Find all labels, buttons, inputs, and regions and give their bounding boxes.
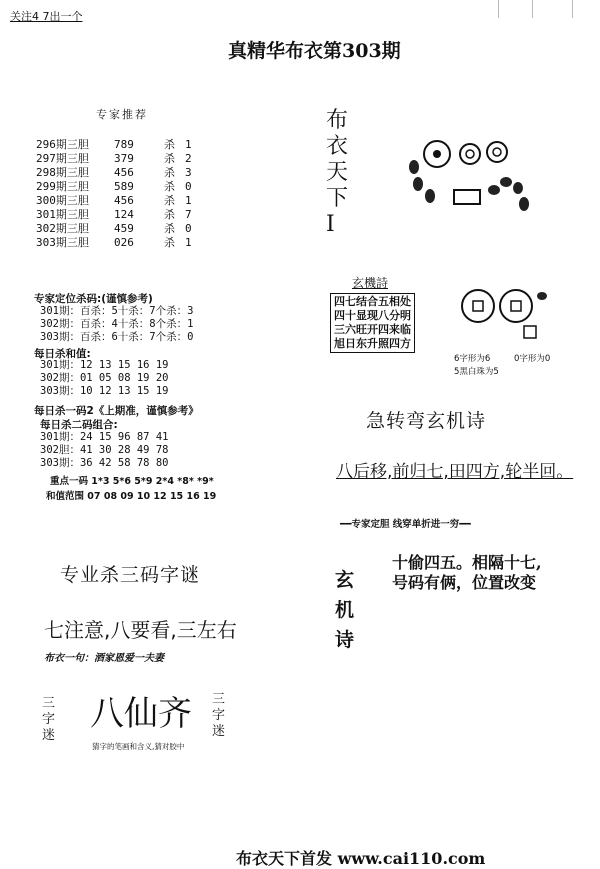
poem2: [392, 553, 542, 593]
focus-row: 重点一码 1*3 5*6 5*9 2*4 *8* *9*: [50, 476, 214, 487]
list-item: 303期：百杀：6十杀：7个杀：0: [40, 331, 194, 343]
table-row: 300期三胆 456 杀 1: [36, 194, 192, 207]
expert-heading: 专家推荐: [96, 108, 148, 121]
list-item: 302胆：41 30 28 49 78: [40, 444, 169, 456]
list-item: 三六旺开四来临: [334, 323, 411, 336]
turn-poem-title: 急转弯玄机诗: [366, 410, 487, 432]
top-divider-2: [532, 0, 533, 18]
footer-site: 布衣天下首发 www.cai110.com: [236, 849, 486, 868]
three-riddle-left: 三字迷: [42, 696, 56, 743]
top-divider-1: [498, 0, 499, 18]
daily-list: [40, 359, 168, 398]
shape-note-3: 5黑白珠为5: [454, 367, 499, 377]
vertical-xuanji: 玄机诗: [335, 569, 355, 651]
table-row: 298期三胆 456 杀 3: [36, 166, 192, 179]
small-note: 猜字的笔画和含义,猜对胶中: [92, 742, 185, 751]
list-item: 301期：12 13 15 16 19: [40, 359, 169, 371]
two-code-list: [40, 431, 168, 470]
table-row: 299期三胆 589 杀 0: [36, 180, 192, 193]
expert-table: [36, 138, 192, 250]
poem2-line-2: 号码有俩，位置改变: [392, 573, 537, 592]
buyi-line: 布衣一句：酒家恩爱一夫妻: [44, 653, 164, 664]
position-heading: 专家定位杀码:(谨慎参考): [34, 293, 153, 305]
table-row: 297期三胆 379 杀 2: [36, 152, 192, 165]
bagua-riddle: 八仙齐: [90, 694, 192, 734]
poem2-line-1: 十偷四五。相隔十七,: [392, 553, 542, 572]
two-code-heading: 每日杀二码组合:: [40, 419, 118, 431]
table-row: 302期三胆 459 杀 0: [36, 222, 192, 235]
riddle-main: 七注意,八要看,三左右: [44, 618, 237, 642]
one-code-heading: 每日杀一码2《上期准，谨慎参考》: [34, 405, 199, 417]
list-item: 302期：01 05 08 19 20: [40, 372, 169, 384]
shape-note-2: 0字形为0: [514, 354, 551, 364]
list-item: 303期：36 42 58 78 80: [40, 457, 169, 469]
expert-banner-wrap: ━━专家定胆 线穿单折进一穷━━: [340, 519, 471, 530]
list-item: 四七结合五相处: [334, 295, 411, 308]
list-item: 301期：百杀：5十杀：7个杀：3: [40, 305, 194, 317]
coin-pair-icon: [450, 278, 555, 353]
table-row: 303期三胆 026 杀 1: [36, 236, 192, 249]
vertical-title: 布衣天下Ⅰ: [326, 108, 349, 237]
list-item: 301期：24 15 96 87 41: [40, 431, 169, 443]
xuanji-heading: 玄機詩: [352, 276, 389, 290]
list-item: 旭日东升照四方: [334, 337, 411, 350]
sum-row: 和值范围 07 08 09 10 12 15 16 19: [46, 491, 217, 502]
three-riddle-right: 三字迷: [212, 692, 226, 739]
page-title: 真精华布衣第303期: [228, 40, 401, 62]
daily-heading: 每日杀和值:: [34, 348, 91, 360]
table-row: 301期三胆 124 杀 7: [36, 208, 192, 221]
coin-chain-icon: [402, 132, 552, 232]
list-item: 四十显现八分明: [334, 309, 411, 322]
list-item: 302期：百杀：4十杀：8个杀：1: [40, 318, 194, 330]
kill-three-title: 专业杀三码字谜: [60, 564, 201, 586]
turn-poem-line: 八后移,前归七,田四方,轮半回。: [336, 462, 574, 482]
expert-banner: 专家定胆 线穿单折进一穷: [351, 519, 460, 530]
top-divider-3: [572, 0, 573, 18]
xuanji-poem: [330, 293, 415, 353]
list-item: 303期：10 12 13 15 19: [40, 385, 169, 397]
shape-note-1: 6字形为6: [454, 354, 491, 364]
position-list: [40, 305, 193, 344]
follow-note: 关注4 7出一个: [10, 10, 83, 23]
table-row: 296期三胆 789 杀 1: [36, 138, 192, 151]
